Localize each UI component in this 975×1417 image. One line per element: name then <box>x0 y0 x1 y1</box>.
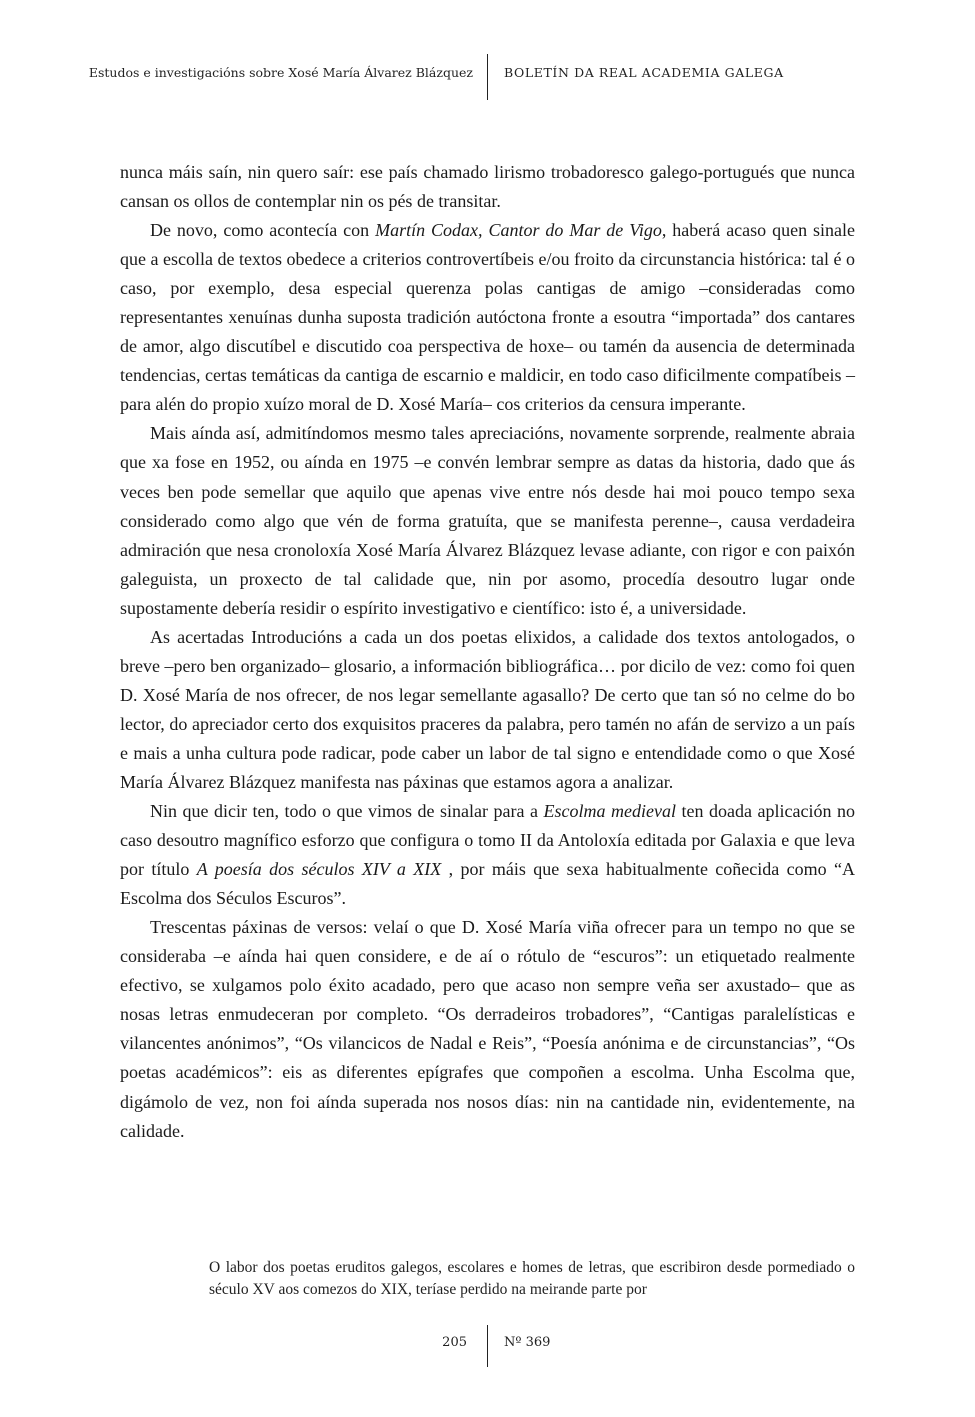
block-quote <box>209 1257 855 1301</box>
paragraph <box>120 419 855 622</box>
running-head <box>0 62 975 102</box>
italic-title: A poesía dos séculos XIV a XIX <box>196 859 442 880</box>
paragraph-text: , haberá acaso quen sinale que a escolla de textos obedece a criterios controvertíbeis e/ou froito da circunstancia histórica: tal é o caso, por exemplo, desa especial querenza polas cantigas de amigo –consideradas como representantes xenuínas dunha suposta tradición autóctona fronte a esoutra “importada” dos cantares de amor, algo discutíbel e discutido coa perspectiva de hoxe– ou tamén da ausencia de determinada tendencias, certas temáticas da cantiga de escarnio e maldicir, en todo caso dificilmente compatíbeis –para alén do propio xuízo moral de D. Xosé María– cos criterios da censura imperante. <box>120 220 856 415</box>
paragraph-text: Mais aínda así, admitíndomos mesmo tales apreciacións, novamente sorprende, realmente abraia que xa fose en 1952, ou aínda en 1975 –e convén lembrar sempre as datas da historia, dado que ás veces ben pode semellar que aquilo que apenas vive entre nós desde hai moi pouco tempo sexa considerado como algo que vén de forma gratuíta, que se manifesta perenne–, causa verdadeira admiración que nesa cronoloxía Xosé María Álvarez Blázquez levase adiante, con rigor e con paixón galeguista, un proxecto de tal calidade que, nin por asomo, procedía desoutro lugar onde supostamente debería residir o espírito investigativo e científico: isto é, a universidade. <box>120 423 855 618</box>
paragraph-text: De novo, como acontecía con <box>150 220 376 241</box>
paragraph-text: ten doada aplicación no caso desoutro magnífico esforzo que configura o tomo II da Antoloxía editada por Galaxia e que leva por título <box>120 801 855 880</box>
footer-divider <box>487 1325 488 1367</box>
paragraph <box>120 623 855 797</box>
paragraph-text: Trescentas páxinas de versos: velaí o que D. Xosé María viña ofrecer para un tempo no que se consideraba –e aínda hai quen considere, e de aí o rótulo de “escuros”: un etiquetado realmente efectivo, se xulgamos polo éxito acadado, pero que acaso non sempre veña ser axustado– que as nosas letras enmudeceran por completo. “Os derradeiros trobadores”, “Cantigas paralelísticas e vilancentes anónimos”, “Os vilancicos de Nadal e Reis”, “Poesía anónima e de circunstancias”, “Os poetas académicos”: eis as diferentes epígrafes que compoñen a escolma. Unha Escolma que, digámolo de vez, non foi aínda superada nos nosos días: nin na cantidade nin, evidentemente, na calidade. <box>120 917 855 1141</box>
page-footer <box>0 1329 975 1369</box>
page-number: 205 <box>442 1335 467 1350</box>
body-text <box>120 158 855 1146</box>
paragraph <box>120 158 855 216</box>
paragraph <box>120 913 855 1145</box>
running-head-divider <box>487 54 488 100</box>
issue-number: Nº 369 <box>504 1335 551 1350</box>
block-quote-text: O labor dos poetas eruditos galegos, escolares e homes de letras, que escribiron desde pormediado o século XV aos comezos do XIX, teríase perdido na meirande parte por <box>209 1259 855 1298</box>
paragraph-text: , por máis que sexa habitualmente coñecida como “A Escolma dos Séculos Escuros”. <box>120 859 855 909</box>
paragraph <box>120 216 855 419</box>
paragraph-text: As acertadas Introducións a cada un dos poetas elixidos, a calidade dos textos antologados, o breve –pero ben organizado– glosario, a información bibliográfica… por dicilo de vez: como foi quen D. Xosé María de nos ofrecer, de nos legar semellante agasallo? De certo que tan só no celme do bo lector, do apreciador certo dos exquisitos praceres da palabra, pero tamén no afán de servizo a un país e mais a unha cultura pode radicar, pode caber un labor de tal signo e entendidade como o que Xosé María Álvarez Blázquez manifesta nas páxinas que estamos agora a analizar. <box>120 626 855 792</box>
running-head-left: Estudos e investigacións sobre Xosé María Álvarez Blázquez <box>88 65 473 80</box>
italic-title: Martín Codax, Cantor do Mar de Vigo <box>375 220 662 241</box>
running-head-right: BOLETÍN DA REAL ACADEMIA GALEGA <box>504 65 784 80</box>
paragraph-text: Nin que dicir ten, todo o que vimos de sinalar para a <box>150 801 544 822</box>
paragraph-text: nunca máis saín, nin quero saír: ese país chamado lirismo trobadoresco galego-portugués que nunca cansan os ollos de contemplar nin os pés de transitar. <box>120 162 855 212</box>
italic-title: Escolma medieval <box>543 801 677 822</box>
paragraph <box>120 797 855 913</box>
